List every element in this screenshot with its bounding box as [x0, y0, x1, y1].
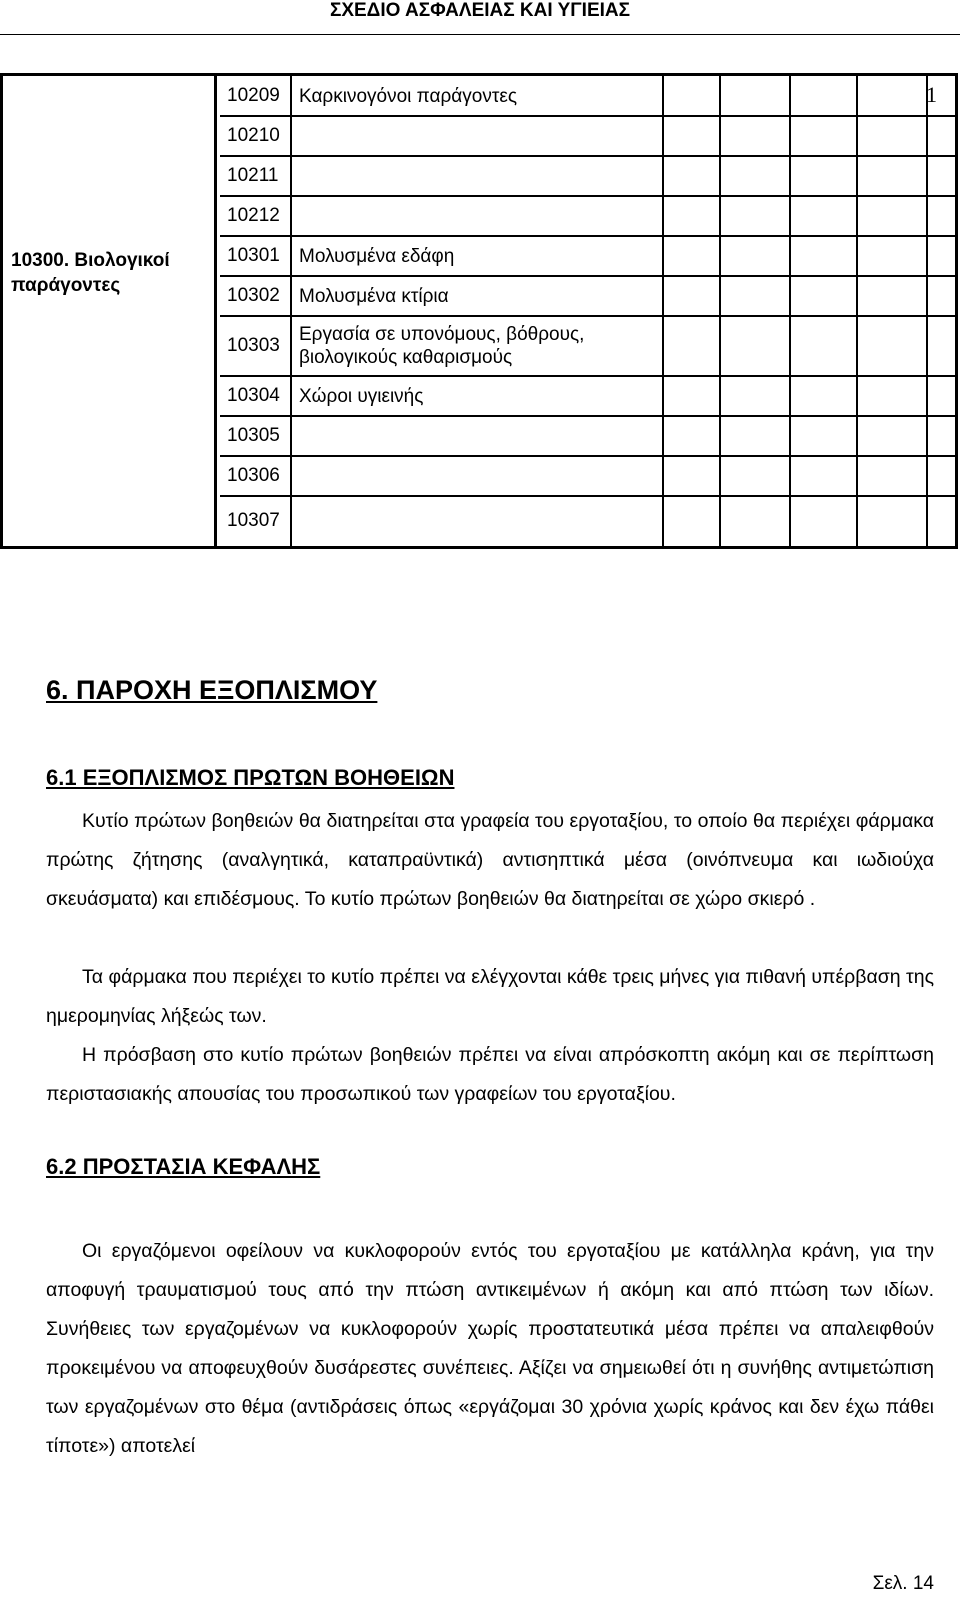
row-mark-cell — [721, 156, 791, 196]
row-mark-cell — [791, 276, 858, 316]
page-number: Σελ. 14 — [872, 1573, 934, 1594]
row-mark-cell — [791, 156, 858, 196]
row-mark-cell — [664, 496, 721, 546]
row-mark-cell — [791, 496, 858, 546]
table-row — [220, 456, 955, 496]
row-divider — [220, 455, 955, 457]
row-divider — [220, 375, 955, 377]
row-mark-cell — [664, 316, 721, 376]
row-description — [292, 116, 664, 156]
row-mark-cell — [858, 156, 928, 196]
row-code: 10303 — [220, 316, 292, 376]
row-mark-cell — [721, 316, 791, 376]
row-mark-cell — [791, 236, 858, 276]
row-divider — [220, 195, 955, 197]
risk-table — [0, 73, 958, 549]
risk-rows — [220, 76, 955, 546]
row-code: 10301 — [220, 236, 292, 276]
row-mark-cell — [858, 76, 928, 116]
row-divider — [220, 235, 955, 237]
row-code: 10212 — [220, 196, 292, 236]
row-divider — [220, 315, 955, 317]
row-mark-cell — [858, 196, 928, 236]
row-description: Μολυσμένα κτίρια — [292, 276, 664, 316]
row-mark-cell — [858, 316, 928, 376]
section-6-1-title: 6.1 ΕΞΟΠΛΙΣΜΟΣ ΠΡΩΤΩΝ ΒΟΗΘΕΙΩΝ — [46, 765, 455, 790]
table-row — [220, 416, 955, 456]
row-mark-cell — [721, 456, 791, 496]
row-mark-cell — [721, 76, 791, 116]
category-cell — [3, 76, 217, 546]
row-mark-cell — [858, 276, 928, 316]
row-divider — [220, 155, 955, 157]
row-mark-cell — [664, 276, 721, 316]
row-mark-cell — [791, 316, 858, 376]
row-mark-cell — [791, 416, 858, 456]
table-row — [220, 156, 955, 196]
row-score: 1 — [926, 82, 937, 107]
row-code: 10306 — [220, 456, 292, 496]
row-mark-cell — [664, 376, 721, 416]
row-mark-cell — [791, 116, 858, 156]
table-row — [220, 236, 955, 276]
paragraph-first-aid-kit: Κυτίο πρώτων βοηθειών θα διατηρείται στα γραφεία του εργοταξίου, το οποίο θα περιέχει φάρμακα πρώτης ζήτησης (αναλγητικά, καταπραϋντικά) αντισηπτικά μέσα (οινόπνευμα και ιωδιούχα σκευάσματα) και επιδέσμους. Το κυτίο πρώτων βοηθειών θα διατηρείται σε χώρο σκιερό . — [46, 810, 934, 910]
row-mark-cell — [664, 456, 721, 496]
row-mark-cell — [721, 376, 791, 416]
table-row — [220, 276, 955, 316]
row-mark-cell — [721, 116, 791, 156]
row-mark-cell — [858, 456, 928, 496]
row-code: 10307 — [220, 496, 292, 546]
row-mark-cell — [858, 116, 928, 156]
row-description — [292, 496, 664, 546]
row-mark-cell — [721, 416, 791, 456]
header-rule — [0, 34, 960, 35]
row-code: 10210 — [220, 116, 292, 156]
row-description — [292, 416, 664, 456]
row-mark-cell — [858, 496, 928, 546]
row-mark-cell — [858, 376, 928, 416]
row-mark-cell — [664, 76, 721, 116]
row-divider — [220, 415, 955, 417]
table-row — [220, 76, 955, 116]
paragraph-head-protection: Οι εργαζόμενοι οφείλουν να κυκλοφορούν εντός του εργοταξίου με κατάλληλα κράνη, για την αποφυγή τραυματισμού τους από την πτώση αντικειμένων ή ακόμη και από πτώση των ιδίων. Συνήθειες των εργαζομένων να κυκλοφορούν χωρίς προστατευτικά μέσα πρέπει να απαλειφθούν προκειμένου να αποφευχθούν δυσάρεστες συνέπειες. Αξίζει να σημειωθεί ότι η συνήθης αντιμετώπιση των εργαζομένων στο θέμα (αντιδράσεις όπως «εργάζομαι 30 χρόνια χωρίς κράνος και δεν έχω πάθει τίποτε») αποτελεί — [46, 1240, 934, 1457]
table-row — [220, 376, 955, 416]
table-row — [220, 316, 955, 376]
row-divider — [220, 495, 955, 497]
row-code: 10302 — [220, 276, 292, 316]
row-code: 10209 — [220, 76, 292, 116]
paragraph-medicine-check: Τα φάρμακα που περιέχει το κυτίο πρέπει να ελέγχονται κάθε τρεις μήνες για πιθανή υπέρβαση της ημερομηνίας λήξεώς των. — [46, 966, 934, 1027]
row-description: Εργασία σε υπονόμους, βόθρους, βιολογικούς καθαρισμούς — [292, 316, 664, 376]
row-mark-cell — [664, 156, 721, 196]
row-description: Χώροι υγιεινής — [292, 376, 664, 416]
section-6-2-title: 6.2 ΠΡΟΣΤΑΣΙΑ ΚΕΦΑΛΗΣ — [46, 1154, 321, 1179]
row-mark-cell — [858, 236, 928, 276]
row-mark-cell — [721, 276, 791, 316]
row-mark-cell — [791, 376, 858, 416]
row-divider — [220, 275, 955, 277]
row-mark-cell — [791, 76, 858, 116]
row-description — [292, 156, 664, 196]
table-row — [220, 496, 955, 546]
category-label: 10300. Βιολογικοί παράγοντες — [11, 250, 170, 296]
row-description: Καρκινογόνοι παράγοντες — [292, 76, 664, 116]
row-mark-cell — [721, 496, 791, 546]
row-mark-cell — [791, 196, 858, 236]
row-mark-cell — [664, 196, 721, 236]
row-description — [292, 456, 664, 496]
row-mark-cell — [721, 196, 791, 236]
row-mark-cell — [721, 236, 791, 276]
row-description: Μολυσμένα εδάφη — [292, 236, 664, 276]
document-header-title: ΣΧΕΔΙΟ ΑΣΦΑΛΕΙΑΣ ΚΑΙ ΥΓΙΕΙΑΣ — [329, 0, 631, 21]
row-code: 10211 — [220, 156, 292, 196]
row-mark-cell — [664, 116, 721, 156]
row-code: 10305 — [220, 416, 292, 456]
row-mark-cell — [791, 456, 858, 496]
row-code: 10304 — [220, 376, 292, 416]
table-row — [220, 196, 955, 236]
paragraph-kit-access: Η πρόσβαση στο κυτίο πρώτων βοηθειών πρέπει να είναι απρόσκοπτη ακόμη και σε περίπτωση περιστασιακής απουσίας του προσωπικού των γραφείων του εργοταξίου. — [46, 1044, 934, 1105]
row-divider — [220, 115, 955, 117]
table-row — [220, 116, 955, 156]
section-6-title: 6. ΠΑΡΟΧΗ ΕΞΟΠΛΙΣΜΟΥ — [46, 675, 378, 705]
row-mark-cell — [664, 236, 721, 276]
row-mark-cell — [664, 416, 721, 456]
row-description — [292, 196, 664, 236]
row-mark-cell — [858, 416, 928, 456]
